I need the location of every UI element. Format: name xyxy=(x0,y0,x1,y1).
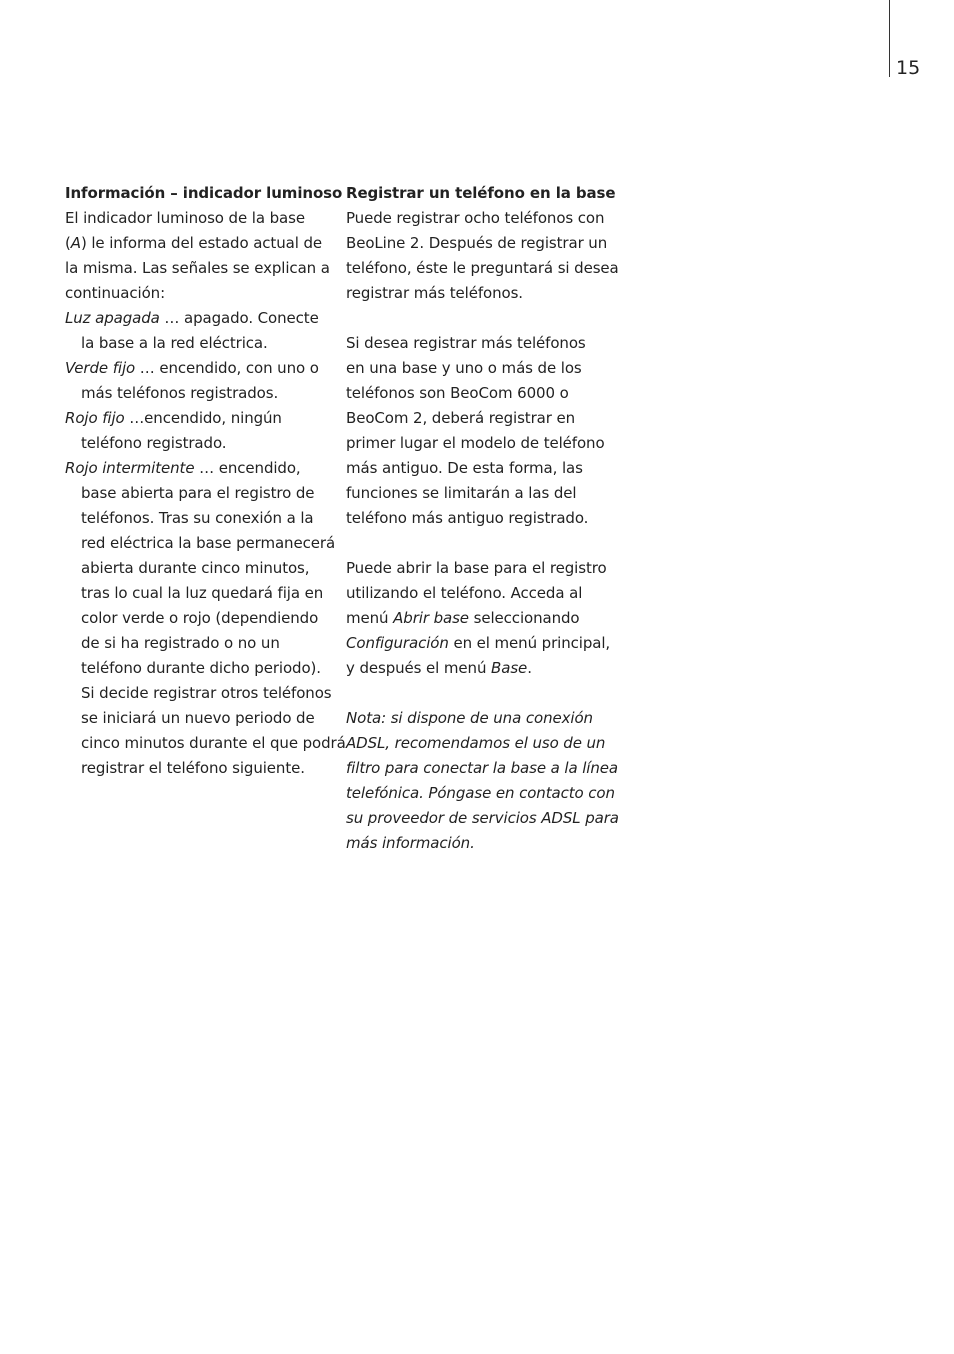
status-item-rojo-fijo: Rojo fijo …encendido, ningún xyxy=(65,409,282,427)
note-line: más información. xyxy=(346,834,475,852)
section-heading-indicator: Información – indicador luminoso xyxy=(65,184,343,202)
paragraph-line: menú Abrir base seleccionando xyxy=(346,609,580,627)
status-desc-line: registrar el teléfono siguiente. xyxy=(81,759,305,777)
label-reference: A xyxy=(70,234,81,252)
status-item-luz-apagada: Luz apagada … apagado. Conecte xyxy=(65,309,319,327)
paragraph-line: y después el menú Base. xyxy=(346,659,532,677)
status-desc-line: teléfono registrado. xyxy=(81,434,227,452)
status-desc-line: teléfonos. Tras su conexión a la xyxy=(81,509,314,527)
intro-line: El indicador luminoso de la base xyxy=(65,209,305,227)
paragraph-line: registrar más teléfonos. xyxy=(346,284,523,302)
paragraph-gap xyxy=(346,681,618,706)
note-line: Nota: si dispone de una conexión xyxy=(346,709,593,727)
status-desc-line: más teléfonos registrados. xyxy=(81,384,279,402)
paragraph-line: teléfono más antiguo registrado. xyxy=(346,509,589,527)
paragraph-line: Puede abrir la base para el registro xyxy=(346,559,607,577)
paragraph-line: Si desea registrar más teléfonos xyxy=(346,334,586,352)
left-column xyxy=(65,181,346,781)
status-desc-line: red eléctrica la base permanecerá xyxy=(81,534,336,552)
status-desc-line: tras lo cual la luz quedará fija en xyxy=(81,584,324,602)
paragraph-line: Configuración en el menú principal, xyxy=(346,634,611,652)
status-desc-line: base abierta para el registro de xyxy=(81,484,315,502)
status-desc-line: la base a la red eléctrica. xyxy=(81,334,268,352)
menu-name-configuracion: Configuración xyxy=(346,634,449,652)
paragraph-line: primer lugar el modelo de teléfono xyxy=(346,434,605,452)
status-desc-line: de si ha registrado o no un xyxy=(81,634,280,652)
section-heading-register: Registrar un teléfono en la base xyxy=(346,184,616,202)
page-margin-rule xyxy=(889,0,890,77)
paragraph-line: BeoCom 2, deberá registrar en xyxy=(346,409,576,427)
right-column xyxy=(346,181,618,856)
status-term: Luz apagada xyxy=(65,309,160,327)
page-number: 15 xyxy=(896,57,921,79)
status-item-verde-fijo: Verde fijo … encendido, con uno o xyxy=(65,359,319,377)
intro-line: (A) le informa del estado actual de xyxy=(65,234,323,252)
paragraph-line: BeoLine 2. Después de registrar un xyxy=(346,234,608,252)
paragraph-line: utilizando el teléfono. Acceda al xyxy=(346,584,583,602)
intro-line: la misma. Las señales se explican a xyxy=(65,259,330,277)
status-desc-line: se iniciará un nuevo periodo de xyxy=(81,709,315,727)
status-term: Verde fijo xyxy=(65,359,136,377)
note-line: su proveedor de servicios ADSL para xyxy=(346,809,619,827)
menu-name-abrir-base: Abrir base xyxy=(393,609,469,627)
status-term: Rojo fijo xyxy=(65,409,125,427)
note-line: ADSL, recomendamos el uso de un xyxy=(346,734,606,752)
menu-name-base: Base xyxy=(491,659,528,677)
note-line: telefónica. Póngase en contacto con xyxy=(346,784,615,802)
status-term: Rojo intermitente xyxy=(65,459,195,477)
status-item-rojo-intermitente: Rojo intermitente … encendido, xyxy=(65,459,301,477)
paragraph-line: teléfonos son BeoCom 6000 o xyxy=(346,384,569,402)
paragraph-line: más antiguo. De esta forma, las xyxy=(346,459,583,477)
status-desc-line: teléfono durante dicho periodo). xyxy=(81,659,321,677)
status-desc-line: cinco minutos durante el que podrá xyxy=(81,734,346,752)
status-desc-line: Si decide registrar otros teléfonos xyxy=(81,684,332,702)
status-desc-line: color verde o rojo (dependiendo xyxy=(81,609,319,627)
paragraph-line: Puede registrar ocho teléfonos con xyxy=(346,209,605,227)
note-line: filtro para conectar la base a la línea xyxy=(346,759,618,777)
intro-line: continuación: xyxy=(65,284,166,302)
paragraph-gap xyxy=(346,531,618,556)
paragraph-line: teléfono, éste le preguntará si desea xyxy=(346,259,619,277)
paragraph-line: funciones se limitarán a las del xyxy=(346,484,577,502)
status-desc-line: abierta durante cinco minutos, xyxy=(81,559,310,577)
paragraph-line: en una base y uno o más de los xyxy=(346,359,582,377)
paragraph-gap xyxy=(346,306,618,331)
